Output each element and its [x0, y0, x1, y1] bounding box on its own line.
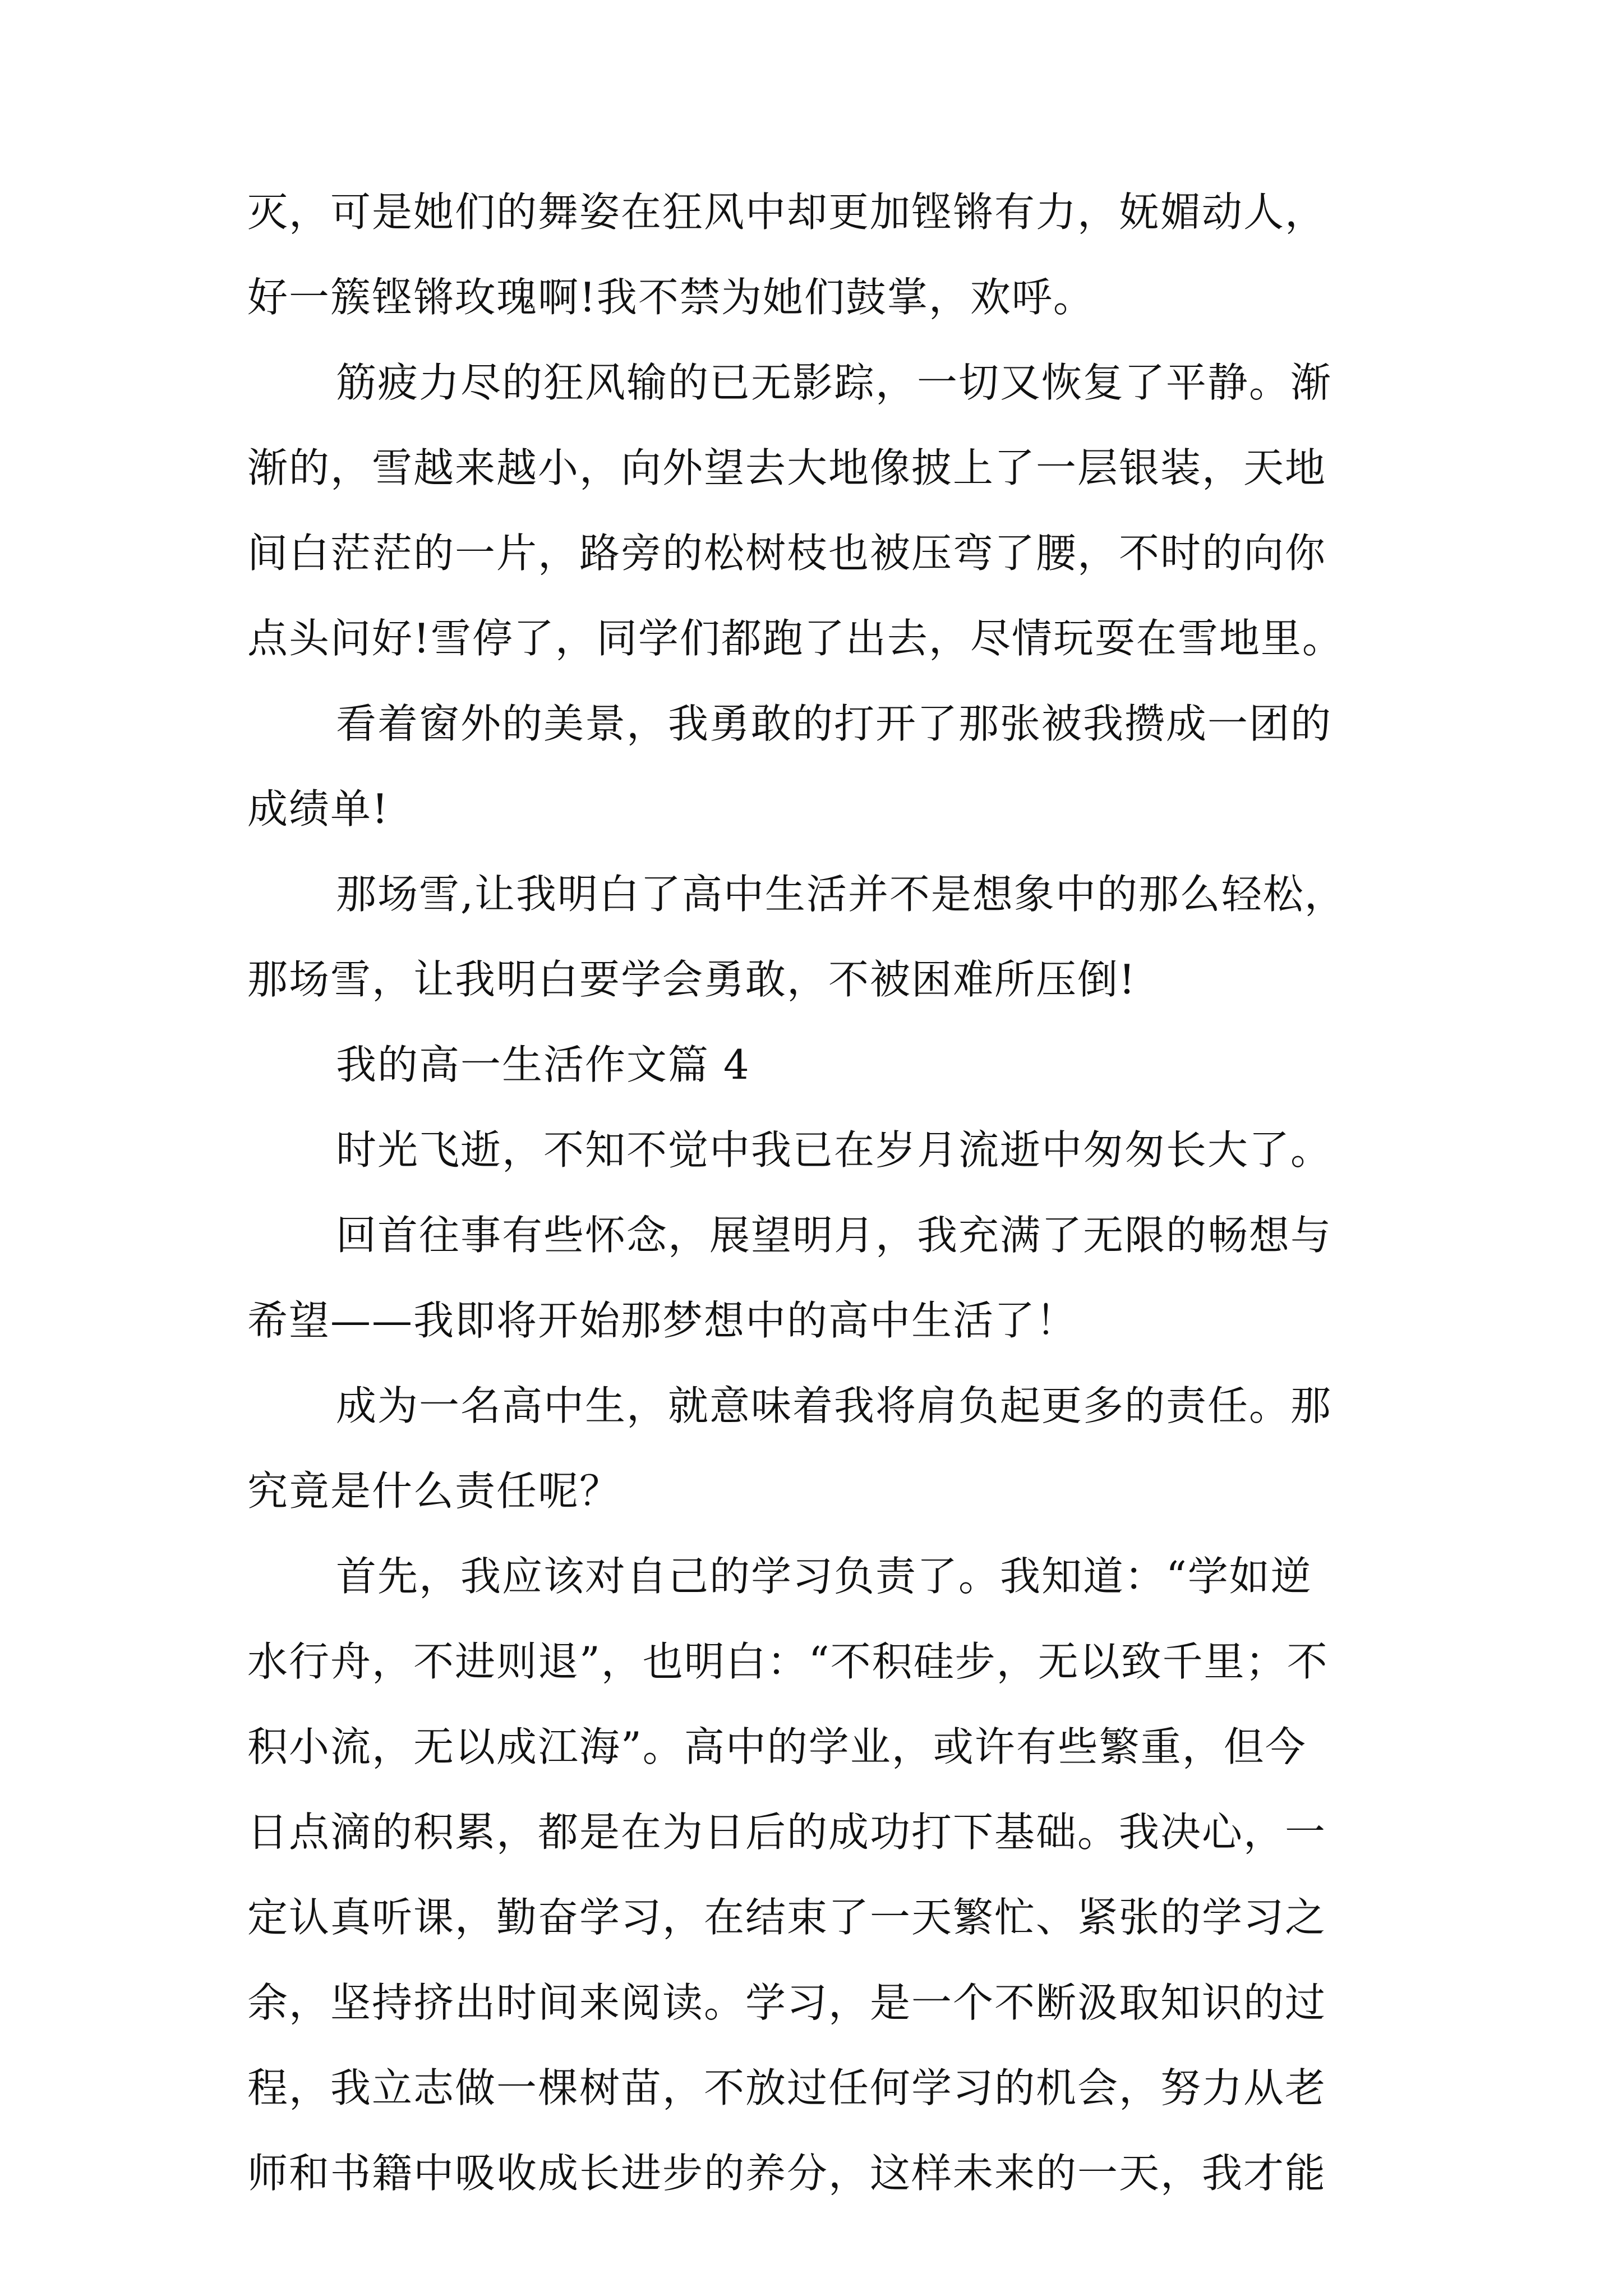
text-line: 究竟是什么责任呢？: [247, 1467, 621, 1515]
paragraph-line: 那场雪,让我明白了高中生活并不是想象中的那么轻松，: [336, 871, 1346, 918]
text-line: 希望——我即将开始那梦想中的高中生活了！: [247, 1297, 1078, 1344]
text-line: 师和书籍中吸收成长进步的养分，这样未来的一天，我才能: [247, 2150, 1327, 2197]
text-line: 成绩单!: [247, 785, 389, 832]
text-line: 定认真听课，勤奋学习，在结束了一天繁忙、紧张的学习之: [247, 1894, 1327, 1941]
paragraph-line: 时光飞逝，不知不觉中我已在岁月流逝中匆匆长大了。: [336, 1126, 1332, 1174]
text-line: 好一簇铿锵玫瑰啊!我不禁为她们鼓掌，欢呼。: [247, 274, 1095, 321]
paragraph-line: 首先，我应该对自己的学习负责了。我知道：“学如逆: [336, 1553, 1312, 1600]
text-line: 点头问好!雪停了，同学们都跑了出去，尽情玩耍在雪地里。: [247, 615, 1344, 662]
section-heading: 我的高一生活作文篇 4: [336, 1041, 750, 1088]
text-line: 日点滴的积累，都是在为日后的成功打下基础。我决心，一: [247, 1809, 1327, 1856]
text-line: 间白茫茫的一片，路旁的松树枝也被压弯了腰，不时的向你: [247, 530, 1327, 577]
text-line: 余，坚持挤出时间来阅读。学习，是一个不断汲取知识的过: [247, 1979, 1327, 2026]
text-line: 灭，可是她们的舞姿在狂风中却更加铿锵有力，妩媚动人，: [247, 188, 1327, 236]
text-line: 渐的，雪越来越小，向外望去大地像披上了一层银装，天地: [247, 444, 1327, 491]
text-line: 水行舟，不进则退”，也明白：“不积硅步，无以致千里；不: [247, 1638, 1329, 1685]
paragraph-line: 成为一名高中生，就意味着我将肩负起更多的责任。那: [336, 1382, 1332, 1429]
text-line: 积小流，无以成江海”。高中的学业，或许有些繁重，但今: [247, 1723, 1307, 1770]
text-line: 程，我立志做一棵树苗，不放过任何学习的机会，努力从老: [247, 2064, 1327, 2111]
text-line: 那场雪，让我明白要学会勇敢，不被困难所压倒!: [247, 956, 1136, 1003]
paragraph-line: 看着窗外的美景，我勇敢的打开了那张被我攒成一团的: [336, 700, 1332, 747]
paragraph-line: 筋疲力尽的狂风输的已无影踪，一切又恢复了平静。渐: [336, 359, 1332, 406]
paragraph-line: 回首往事有些怀念，展望明月，我充满了无限的畅想与: [336, 1212, 1332, 1259]
